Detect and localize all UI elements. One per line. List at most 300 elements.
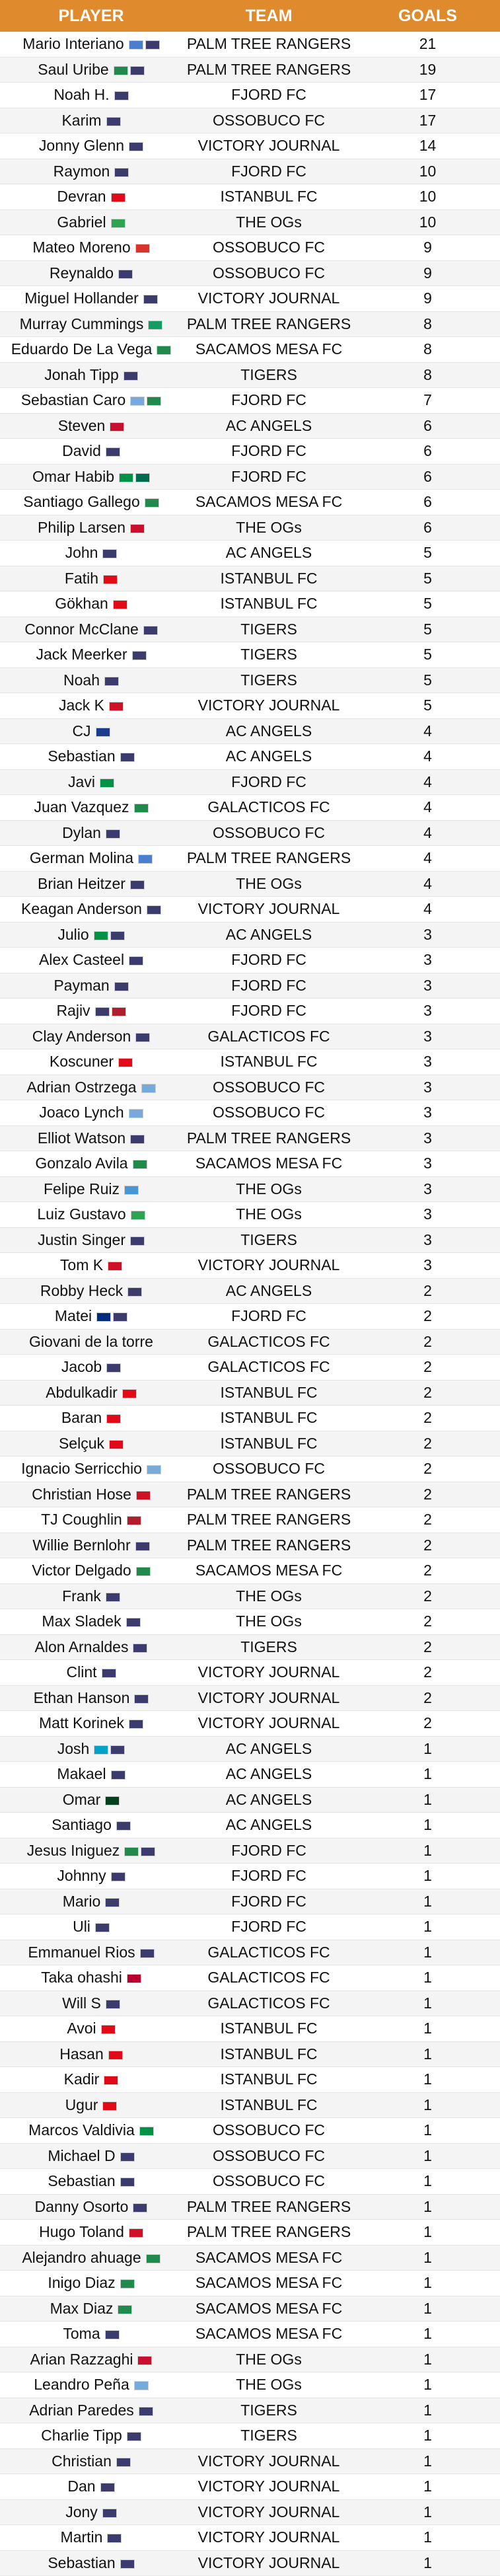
flags-group xyxy=(131,1160,147,1169)
br-flag xyxy=(131,1211,145,1220)
team-cell: VICTORY JOURNAL xyxy=(182,2550,355,2576)
flags-group xyxy=(127,1720,143,1729)
player-cell xyxy=(0,1685,182,1711)
team-cell: AC ANGELS xyxy=(182,922,355,948)
flags-group xyxy=(116,270,133,279)
flags-group xyxy=(109,1872,125,1881)
flags-group xyxy=(100,1669,116,1678)
player-cell xyxy=(0,693,182,719)
table-row xyxy=(0,2322,500,2347)
goals-cell: 1 xyxy=(355,2322,500,2347)
goals-cell: 6 xyxy=(355,439,500,465)
table-row xyxy=(0,1304,500,1330)
player-name: Robby Heck xyxy=(40,1281,124,1299)
mx-flag xyxy=(157,346,171,355)
player-cell xyxy=(0,1329,182,1355)
player-cell xyxy=(0,1278,182,1304)
player-name: Joaco Lynch xyxy=(39,1104,124,1121)
goals-cell: 2 xyxy=(355,1482,500,1507)
us-flag xyxy=(95,1007,110,1016)
team-cell: OSSOBUCO FC xyxy=(182,108,355,133)
ar-flag xyxy=(141,1084,156,1093)
player-name: Jony xyxy=(65,2503,98,2520)
player-name: Justin Singer xyxy=(38,1231,125,1248)
table-row xyxy=(0,1634,500,1660)
player-cell xyxy=(0,515,182,541)
player-cell xyxy=(0,1507,182,1533)
player-name: Max Sladek xyxy=(42,1612,122,1630)
table-row xyxy=(0,2474,500,2500)
player-cell xyxy=(0,2322,182,2347)
us-flag xyxy=(107,2534,122,2543)
team-cell: AC ANGELS xyxy=(182,1787,355,1813)
goals-cell: 5 xyxy=(355,541,500,566)
ar-flag xyxy=(147,1465,161,1474)
table-row xyxy=(0,1864,500,1889)
jp-flag xyxy=(127,1974,141,1983)
goals-cell: 3 xyxy=(355,1024,500,1049)
team-cell: ISTANBUL FC xyxy=(182,1431,355,1457)
table-row xyxy=(0,1990,500,2016)
goals-cell: 1 xyxy=(355,2220,500,2246)
team-cell: FJORD FC xyxy=(182,83,355,108)
player-cell xyxy=(0,2169,182,2195)
goals-cell: 3 xyxy=(355,1100,500,1126)
player-cell xyxy=(0,1940,182,1965)
table-row xyxy=(0,2499,500,2525)
player-name: Javi xyxy=(68,773,95,790)
goals-cell: 3 xyxy=(355,973,500,999)
us-flag xyxy=(130,1236,145,1246)
player-cell xyxy=(0,2347,182,2372)
team-cell: FJORD FC xyxy=(182,159,355,184)
table-row xyxy=(0,1253,500,1279)
table-row xyxy=(0,1100,500,1126)
goals-cell: 1 xyxy=(355,1762,500,1788)
us-flag xyxy=(114,91,129,100)
flags-group xyxy=(104,1414,121,1423)
table-row xyxy=(0,1685,500,1711)
team-cell: PALM TREE RANGERS xyxy=(182,32,355,57)
flags-group xyxy=(128,880,145,890)
us-flag xyxy=(130,66,145,75)
player-name: Willie Bernlohr xyxy=(32,1536,131,1554)
table-row xyxy=(0,2092,500,2118)
table-row xyxy=(0,1125,500,1151)
goals-cell: 2 xyxy=(355,1533,500,1558)
table-row xyxy=(0,2194,500,2220)
us-flag xyxy=(111,1872,125,1881)
goals-cell: 5 xyxy=(355,591,500,617)
table-row xyxy=(0,2169,500,2195)
table-row xyxy=(0,32,500,57)
player-name: Eduardo De La Vega xyxy=(11,340,153,358)
team-cell: TIGERS xyxy=(182,1227,355,1253)
team-cell: ISTANBUL FC xyxy=(182,2067,355,2093)
table-row xyxy=(0,1176,500,1202)
goals-cell: 1 xyxy=(355,2041,500,2067)
goals-cell: 1 xyxy=(355,2245,500,2271)
goals-cell: 1 xyxy=(355,2143,500,2169)
us-flag xyxy=(106,1363,121,1373)
mx-flag xyxy=(134,804,149,813)
player-cell xyxy=(0,1838,182,1864)
goals-cell: 1 xyxy=(355,2169,500,2195)
team-cell: TIGERS xyxy=(182,1634,355,1660)
player-cell xyxy=(0,2194,182,2220)
player-name: Payman xyxy=(54,976,110,994)
player-name: Julio xyxy=(57,925,89,943)
flags-group xyxy=(120,1389,137,1398)
table-row xyxy=(0,1278,500,1304)
goals-cell: 17 xyxy=(355,108,500,133)
player-name: Jack Meerker xyxy=(36,646,127,663)
goals-cell: 1 xyxy=(355,2067,500,2093)
table-row xyxy=(0,1507,500,1533)
player-cell xyxy=(0,1482,182,1507)
team-cell: OSSOBUCO FC xyxy=(182,235,355,261)
cr-flag xyxy=(137,2356,152,2365)
table-row xyxy=(0,2525,500,2551)
table-row xyxy=(0,820,500,846)
team-cell: AC ANGELS xyxy=(182,1813,355,1838)
team-cell: VICTORY JOURNAL xyxy=(182,1253,355,1279)
player-name: Tom K xyxy=(59,1256,104,1274)
us-flag xyxy=(129,142,143,151)
us-flag xyxy=(106,117,121,126)
table-row xyxy=(0,311,500,337)
goals-cell: 1 xyxy=(355,2525,500,2551)
player-cell xyxy=(0,1813,182,1838)
flags-group xyxy=(107,1440,124,1449)
goals-cell: 1 xyxy=(355,1838,500,1864)
player-name: Keagan Anderson xyxy=(21,900,142,918)
player-name: Baran xyxy=(61,1409,102,1427)
player-name: Elliot Watson xyxy=(37,1129,126,1147)
us-flag xyxy=(114,168,129,177)
team-cell: OSSOBUCO FC xyxy=(182,1457,355,1482)
goals-cell: 9 xyxy=(355,286,500,312)
gt-flag xyxy=(124,1186,139,1195)
flags-group xyxy=(132,804,149,813)
player-cell xyxy=(0,2398,182,2423)
player-name: Alon Arnaldes xyxy=(34,1638,129,1655)
team-cell: OSSOBUCO FC xyxy=(182,2118,355,2144)
goals-cell: 1 xyxy=(355,2016,500,2042)
goals-cell: 3 xyxy=(355,948,500,973)
flags-group xyxy=(109,193,125,202)
table-row xyxy=(0,1736,500,1762)
goals-column-header: GOALS xyxy=(355,0,500,32)
us-flag xyxy=(111,1770,125,1780)
flags-group xyxy=(103,2330,120,2339)
team-cell: GALACTICOS FC xyxy=(182,1940,355,1965)
flags-group xyxy=(138,1949,155,1958)
table-row xyxy=(0,2271,500,2296)
player-cell xyxy=(0,1711,182,1737)
flags-group xyxy=(93,1007,126,1016)
us-flag xyxy=(135,1542,150,1551)
team-cell: FJORD FC xyxy=(182,388,355,414)
flags-group xyxy=(112,982,129,991)
table-row xyxy=(0,1965,500,1991)
tr-flag xyxy=(108,2051,123,2060)
flags-group xyxy=(122,371,138,381)
team-cell: SACAMOS MESA FC xyxy=(182,2245,355,2271)
player-cell xyxy=(0,1736,182,1762)
flags-group xyxy=(128,1135,145,1144)
goals-cell: 10 xyxy=(355,184,500,210)
us-flag xyxy=(116,1821,131,1831)
player-name: CJ xyxy=(72,722,91,739)
player-cell xyxy=(0,1583,182,1609)
team-cell: VICTORY JOURNAL xyxy=(182,1685,355,1711)
table-row xyxy=(0,2143,500,2169)
flags-group xyxy=(102,2076,118,2085)
flags-group xyxy=(118,2559,135,2569)
flags-group xyxy=(104,2000,120,2009)
team-cell: ISTANBUL FC xyxy=(182,184,355,210)
goals-cell: 3 xyxy=(355,1202,500,1228)
table-row xyxy=(0,2448,500,2474)
team-cell: FJORD FC xyxy=(182,1838,355,1864)
table-row xyxy=(0,362,500,388)
goals-cell: 2 xyxy=(355,1507,500,1533)
mx-flag xyxy=(118,2305,132,2314)
player-name: Steven xyxy=(57,416,106,434)
goals-cell: 4 xyxy=(355,897,500,923)
goals-cell: 1 xyxy=(355,2271,500,2296)
player-cell xyxy=(0,1024,182,1049)
team-cell: VICTORY JOURNAL xyxy=(182,2499,355,2525)
flags-group xyxy=(107,702,124,711)
dk-flag xyxy=(130,524,145,533)
goals-cell: 8 xyxy=(355,337,500,363)
player-name: Hasan xyxy=(59,2045,104,2063)
team-cell: OSSOBUCO FC xyxy=(182,1100,355,1126)
flags-group xyxy=(132,1694,149,1704)
us-flag xyxy=(134,1694,149,1704)
flags-group xyxy=(139,1084,156,1093)
us-flag xyxy=(113,1312,127,1322)
table-row xyxy=(0,57,500,83)
goals-cell: 4 xyxy=(355,795,500,821)
goals-cell: 1 xyxy=(355,2372,500,2398)
player-cell xyxy=(0,566,182,591)
goals-cell: 3 xyxy=(355,1253,500,1279)
player-cell xyxy=(0,1253,182,1279)
team-cell: FJORD FC xyxy=(182,439,355,465)
goals-cell: 1 xyxy=(355,2092,500,2118)
us-flag xyxy=(118,270,133,279)
flags-group xyxy=(128,1236,145,1246)
flags-group xyxy=(94,1312,127,1322)
player-name: Gökhan xyxy=(55,595,108,613)
team-cell: OSSOBUCO FC xyxy=(182,1075,355,1100)
player-name: TJ Coughlin xyxy=(41,1511,122,1529)
team-cell: OSSOBUCO FC xyxy=(182,2143,355,2169)
table-row xyxy=(0,1889,500,1914)
goals-cell: 6 xyxy=(355,490,500,515)
en-flag xyxy=(108,1262,122,1271)
player-cell xyxy=(0,1304,182,1330)
goals-cell: 3 xyxy=(355,999,500,1024)
player-name: Brian Heitzer xyxy=(38,874,125,892)
player-cell xyxy=(0,108,182,133)
us-flag xyxy=(100,2483,115,2492)
team-cell: THE OGs xyxy=(182,1583,355,1609)
table-row xyxy=(0,1583,500,1609)
player-name: Mario Interiano xyxy=(22,35,124,53)
player-name: Noah H. xyxy=(54,86,110,104)
it-flag xyxy=(94,931,108,940)
us-flag xyxy=(110,1745,125,1755)
goals-cell: 1 xyxy=(355,2194,500,2220)
mx-flag xyxy=(136,1567,151,1576)
player-name: Danny Osorto xyxy=(34,2197,129,2215)
player-name: Leandro Peña xyxy=(34,2376,129,2394)
ar-flag xyxy=(129,1109,143,1118)
player-name: Marcos Valdivia xyxy=(28,2121,135,2139)
team-cell: SACAMOS MESA FC xyxy=(182,490,355,515)
flags-group xyxy=(137,2407,153,2416)
it-flag xyxy=(119,473,133,482)
header-row xyxy=(0,0,500,32)
table-row xyxy=(0,897,500,923)
us-flag xyxy=(104,677,119,686)
table-row xyxy=(0,2423,500,2449)
us-flag xyxy=(140,1949,155,1958)
table-row xyxy=(0,83,500,108)
flags-group xyxy=(99,2025,116,2034)
mx-flag xyxy=(147,397,161,406)
goals-cell: 1 xyxy=(355,2448,500,2474)
team-cell: FJORD FC xyxy=(182,948,355,973)
player-cell xyxy=(0,2423,182,2449)
table-row xyxy=(0,515,500,541)
goals-cell: 3 xyxy=(355,922,500,948)
player-name: Felipe Ruiz xyxy=(43,1180,120,1197)
table-row xyxy=(0,1482,500,1507)
player-name: Philip Larsen xyxy=(38,518,125,536)
goals-cell: 3 xyxy=(355,1151,500,1177)
table-row xyxy=(0,591,500,617)
player-cell xyxy=(0,1176,182,1202)
player-name: Ethan Hanson xyxy=(33,1688,130,1706)
us-flag xyxy=(145,40,160,50)
team-cell: FJORD FC xyxy=(182,1889,355,1914)
player-cell xyxy=(0,795,182,821)
table-row xyxy=(0,693,500,719)
flags-group xyxy=(125,1974,141,1983)
table-body xyxy=(0,32,500,2576)
team-cell: VICTORY JOURNAL xyxy=(182,2525,355,2551)
goals-cell: 4 xyxy=(355,718,500,744)
us-flag xyxy=(143,626,158,635)
flags-group xyxy=(111,600,127,609)
goals-cell: 2 xyxy=(355,1278,500,1304)
player-cell xyxy=(0,1431,182,1457)
player-name: Avoi xyxy=(67,2020,96,2037)
player-cell xyxy=(0,541,182,566)
player-name: Makael xyxy=(57,1765,106,1783)
player-name: David xyxy=(62,442,101,460)
goals-cell: 1 xyxy=(355,2550,500,2576)
team-cell: THE OGs xyxy=(182,515,355,541)
player-name: German Molina xyxy=(29,849,134,867)
player-column-header: PLAYER xyxy=(0,0,182,32)
team-cell: VICTORY JOURNAL xyxy=(182,897,355,923)
goals-cell: 2 xyxy=(355,1355,500,1381)
us-flag xyxy=(106,829,120,839)
goals-cell: 5 xyxy=(355,566,500,591)
team-cell: TIGERS xyxy=(182,617,355,642)
team-cell: TIGERS xyxy=(182,2398,355,2423)
player-cell xyxy=(0,973,182,999)
goals-cell: 2 xyxy=(355,1609,500,1635)
table-row xyxy=(0,617,500,642)
player-name: Fatih xyxy=(64,569,99,587)
flags-group xyxy=(128,524,145,533)
team-cell: THE OGs xyxy=(182,1609,355,1635)
goals-cell: 3 xyxy=(355,1125,500,1151)
team-cell: AC ANGELS xyxy=(182,744,355,770)
ie-flag xyxy=(148,321,162,330)
player-name: Emmanuel Rios xyxy=(28,1943,135,1961)
team-cell: VICTORY JOURNAL xyxy=(182,133,355,159)
player-name: Giovani de la torre xyxy=(29,1332,153,1350)
player-cell xyxy=(0,1227,182,1253)
flags-group xyxy=(114,1821,131,1831)
us-flag xyxy=(135,1033,150,1042)
flags-group xyxy=(128,397,161,406)
team-cell: VICTORY JOURNAL xyxy=(182,1660,355,1686)
team-cell: GALACTICOS FC xyxy=(182,1355,355,1381)
team-cell: PALM TREE RANGERS xyxy=(182,311,355,337)
flags-group xyxy=(134,1491,151,1500)
player-name: Clay Anderson xyxy=(32,1027,131,1045)
team-cell: VICTORY JOURNAL xyxy=(182,693,355,719)
goals-cell: 4 xyxy=(355,744,500,770)
flags-group xyxy=(112,91,129,100)
team-cell: AC ANGELS xyxy=(182,1736,355,1762)
player-name: Omar Habib xyxy=(32,467,114,485)
goals-cell: 5 xyxy=(355,617,500,642)
team-cell: PALM TREE RANGERS xyxy=(182,57,355,83)
table-row xyxy=(0,108,500,133)
goals-cell: 2 xyxy=(355,1660,500,1686)
player-name: Arian Razzaghi xyxy=(30,2350,133,2368)
player-cell xyxy=(0,184,182,210)
goals-cell: 1 xyxy=(355,1940,500,1965)
tr-flag xyxy=(122,1389,137,1398)
team-cell: THE OGs xyxy=(182,2347,355,2372)
us-flag xyxy=(139,2407,153,2416)
team-cell: TIGERS xyxy=(182,2423,355,2449)
team-cell: AC ANGELS xyxy=(182,541,355,566)
player-cell xyxy=(0,209,182,235)
player-name: Max Diaz xyxy=(50,2299,114,2317)
player-name: Karim xyxy=(61,111,102,129)
player-name: Ugur xyxy=(65,2096,98,2113)
goals-cell: 1 xyxy=(355,1864,500,1889)
us-flag xyxy=(106,2000,120,2009)
us-flag xyxy=(127,2432,141,2441)
player-name: Juan Vazquez xyxy=(34,798,129,816)
player-name: Murray Cummings xyxy=(19,315,144,332)
flags-group xyxy=(127,142,143,151)
team-cell: PALM TREE RANGERS xyxy=(182,2194,355,2220)
